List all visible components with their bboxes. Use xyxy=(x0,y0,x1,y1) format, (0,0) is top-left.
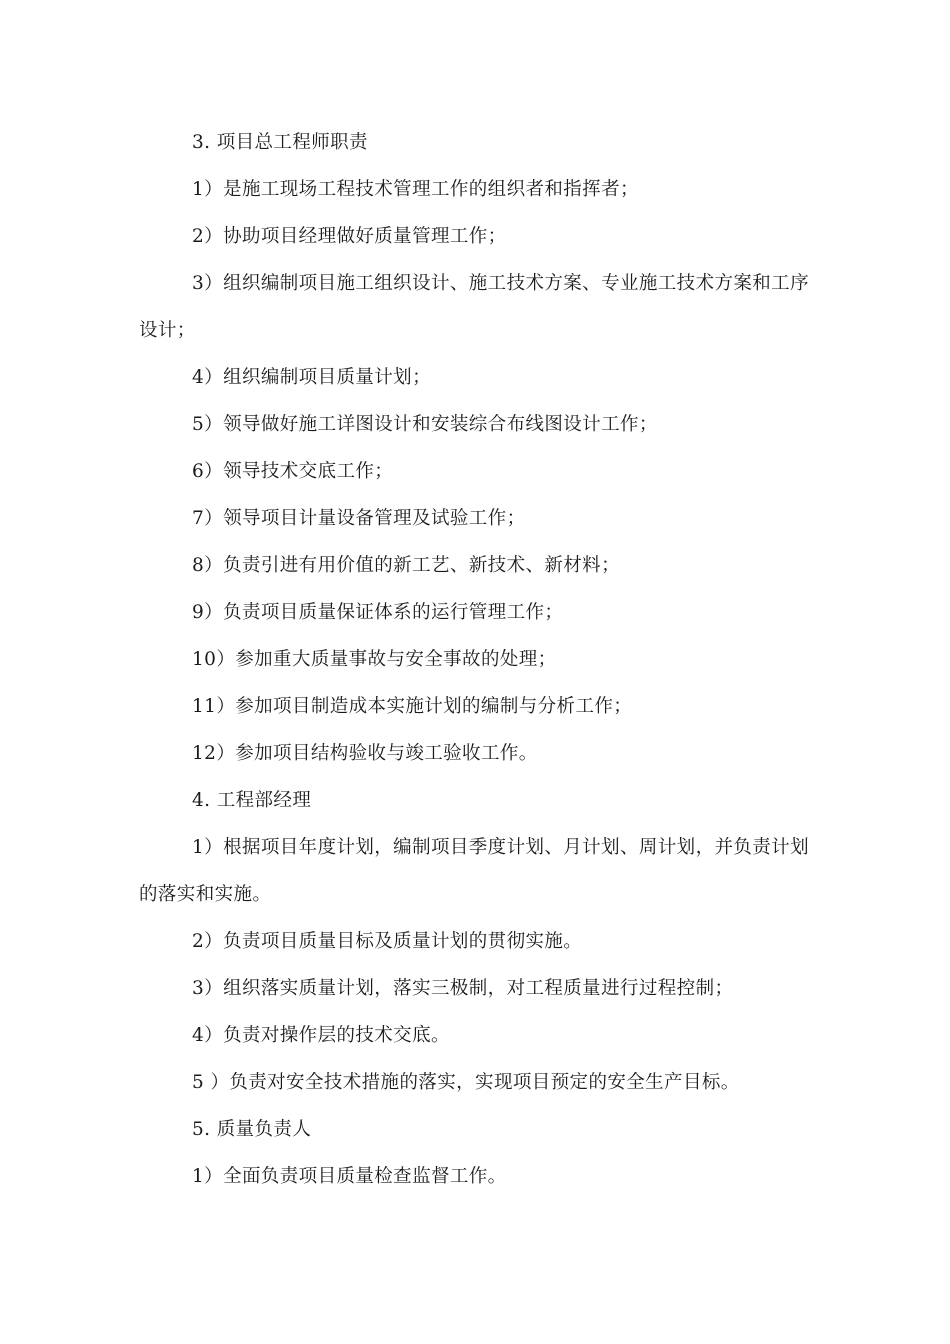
paragraph: 3）组织落实质量计划，落实三极制，对工程质量进行过程控制； xyxy=(192,978,734,999)
section-heading-5: 5. 质量负责人 xyxy=(192,1119,312,1140)
paragraph: 2）协助项目经理做好质量管理工作； xyxy=(192,226,507,247)
section-heading-4: 4. 工程部经理 xyxy=(192,790,312,811)
paragraph: 2）负责项目质量目标及质量计划的贯彻实施。 xyxy=(192,931,583,952)
paragraph: 5）领导做好施工详图设计和安装综合布线图设计工作； xyxy=(192,414,658,435)
section-heading-3: 3. 项目总工程师职责 xyxy=(192,132,368,153)
paragraph: 4）负责对操作层的技术交底。 xyxy=(192,1025,450,1046)
paragraph: 11）参加项目制造成本实施计划的编制与分析工作； xyxy=(192,696,633,717)
paragraph: 3）组织编制项目施工组织设计、施工技术方案、专业施工技术方案和工序 xyxy=(192,273,809,294)
paragraph: 6）领导技术交底工作； xyxy=(192,461,394,482)
paragraph-continuation: 设计； xyxy=(139,320,196,341)
paragraph: 5 ）负责对安全技术措施的落实，实现项目预定的安全生产目标。 xyxy=(192,1072,740,1093)
paragraph: 7）领导项目计量设备管理及试验工作； xyxy=(192,508,526,529)
paragraph: 1）全面负责项目质量检查监督工作。 xyxy=(192,1166,507,1187)
paragraph: 12）参加项目结构验收与竣工验收工作。 xyxy=(192,743,538,764)
paragraph: 10）参加重大质量事故与安全事故的处理； xyxy=(192,649,557,670)
paragraph: 4）组织编制项目质量计划； xyxy=(192,367,431,388)
paragraph: 1）是施工现场工程技术管理工作的组织者和指挥者； xyxy=(192,179,639,200)
paragraph-continuation: 的落实和实施。 xyxy=(139,884,272,905)
paragraph: 9）负责项目质量保证体系的运行管理工作； xyxy=(192,602,564,623)
paragraph: 8）负责引进有用价值的新工艺、新技术、新材料； xyxy=(192,555,620,576)
paragraph: 1）根据项目年度计划，编制项目季度计划、月计划、周计划，并负责计划 xyxy=(192,837,809,858)
